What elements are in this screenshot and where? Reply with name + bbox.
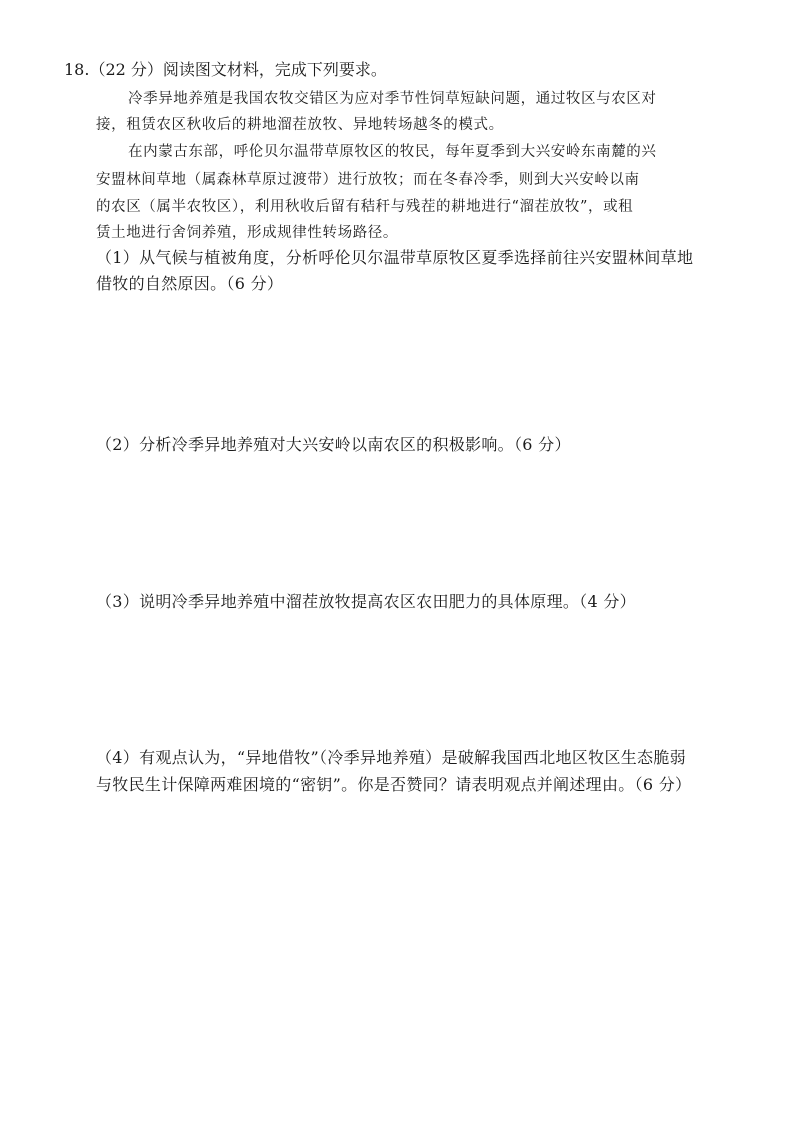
material-line: 在内蒙古东部，呼伦贝尔温带草原牧区的牧民，每年夏季到大兴安岭东南麓的兴 (128, 144, 657, 160)
question-header: 18.（22 分）阅读图文材料，完成下列要求。 (64, 60, 387, 79)
subquestion-line: （1）从气候与植被角度，分析呼伦贝尔温带草原牧区夏季选择前往兴安盟林间草地 (96, 248, 694, 267)
subquestion-line: 与牧民生计保障两难困境的“密钥”。你是否赞同？请表明观点并阐述理由。（6 分） (96, 775, 692, 794)
material-line: 冷季异地养殖是我国农牧交错区为应对季节性饲草短缺问题，通过牧区与农区对 (128, 91, 657, 107)
subquestion-line: （3）说明冷季异地养殖中溜茬放牧提高农区农田肥力的具体原理。（4 分） (96, 592, 636, 611)
material-line: 赁土地进行舍饲养殖，形成规律性转场路径。 (96, 225, 398, 241)
subquestion-line: （2）分析冷季异地养殖对大兴安岭以南农区的积极影响。（6 分） (96, 435, 571, 454)
subquestion-line: （4）有观点认为，“异地借牧”（冷季异地养殖）是破解我国西北地区牧区生态脆弱 (96, 748, 686, 767)
material-line: 的农区（属半农牧区），利用秋收后留有秸秆与残茬的耕地进行“溜茬放牧”，或租 (96, 199, 634, 215)
material-line: 接，租赁农区秋收后的耕地溜茬放牧、异地转场越冬的模式。 (96, 117, 504, 133)
subquestion-line: 借牧的自然原因。（6 分） (96, 274, 284, 293)
material-line: 安盟林间草地（属森林草原过渡带）进行放牧；而在冬春冷季，则到大兴安岭以南 (96, 172, 640, 188)
